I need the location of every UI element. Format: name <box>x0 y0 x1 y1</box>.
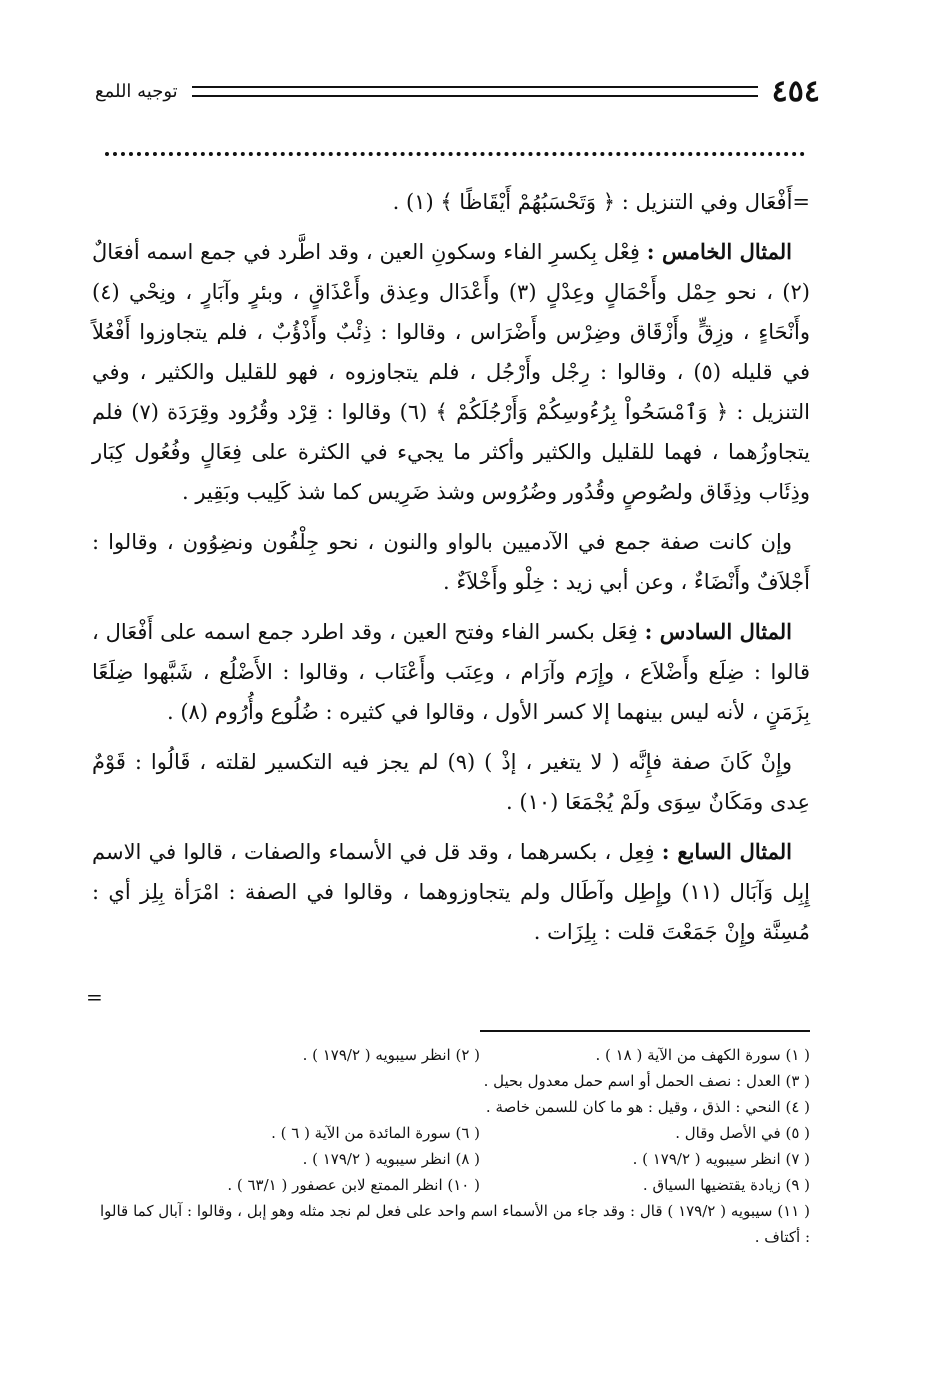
paragraph-lead: المثال السابع : <box>661 839 792 864</box>
footnote-9: ( ٩) زيادة يقتضيها السياق . <box>642 1176 810 1194</box>
footnote-4: ( ٤) النحي : الذق ، وقيل : هو ما كان للسمن خاصة . <box>485 1098 810 1116</box>
footnote-row <box>100 1146 810 1172</box>
footnote-3: ( ٣) العدل : نصف الحمل أو اسم حمل معدول بحيل . <box>483 1072 810 1090</box>
paragraph-text: فِعْل بِكسرِ الفاء وسكونِ العين ، وقد اطَّرد في جمع اسمه أفعَالٌ (٢) ، نحو حِمْل وأَحْمَالٍ وعِدْلٍ (٣) وأَعْدَال وعِذق وأَعْذَاقٍ ، وبئرٍ وآبَارٍ ، ونِحْي (٤) وأَنْحَاءٍ ، وزِقٍّ وأَزْقَاق وضِرْس وأَضْرَاس ، وقالوا : ذِئْبٌ وأَذْؤُبٌ ، فلم يتجاوزوا أَفْعُلاً في قليله (٥) ، وقالوا : رِجْل وأَرْجُل ، فلم يتجاوزوه ، فهو للقليل والكثير ، وفي التنزيل : ﴿ وَٱمْسَحُواْ بِرُءُوسِكُمْ وَأَرْجُلَكُمْ ﴾ (٦) وقالوا : قِرْد وقُرُود وقِرَدَة (٧) فلم يتجاوزُهما ، فهما للقليل والكثير وأكثر ما يجيء في الكثرة على فِعَالٍ وفُعُول كِبَار وذِئَاب وذِقَاق ولصُوصٍ وقُدُور وضُرُوس وشذ ضَرِيس كما شذ كَلِيب وبَقِير . <box>92 240 811 504</box>
footnote-7: ( ٧) انظر سيبويه ( ١٧٩/٢ ) . <box>632 1150 810 1168</box>
footnote-10: ( ١٠) انظر الممتع لابن عصفور ( ٦٣/١ ) . <box>227 1176 480 1194</box>
footnote-1: ( ١) سورة الكهف من الآية ( ١٨ ) . <box>595 1046 810 1064</box>
footnotes <box>100 1042 810 1250</box>
footnote-8: ( ٨) انظر سيبويه ( ١٧٩/٢ ) . <box>302 1150 480 1168</box>
paragraph-text: وإِنْ كَانَ صفة فإِنَّه ( لا يتغير ، إذْ ) (٩) لم يجز فيه التكسير لقلته ، قَالُوا : قَوْمٌ عِدى ومَكَانٌ سِوَى ولَمْ يُجْمَعَا (١٠) . <box>92 750 810 814</box>
footnote-row <box>100 1172 810 1198</box>
footnote-separator <box>480 1030 810 1032</box>
paragraph-lead: المثال الخامس : <box>646 239 792 264</box>
paragraph-lead: المثال السادس : <box>644 619 792 644</box>
footnote-5: ( ٥) في الأصل وقال . <box>675 1124 810 1142</box>
continuation-mark: = <box>86 985 103 1009</box>
page-header <box>95 70 820 112</box>
paragraph-example-5 <box>92 232 810 512</box>
main-text <box>92 182 810 962</box>
paragraph-text: =أَفْعَال وفي التنزيل : ﴿ وَتَحْسَبُهُمْ أَيْقَاظًا ﴾ (١) . <box>392 190 810 214</box>
running-title: توجيه اللمع <box>95 80 178 102</box>
dotted-separator <box>105 152 805 156</box>
paragraph-text: فِعِل ، بكسرهما ، وقد قل في الأسماء والصفات ، قالوا في الاسم إِبِل وَآبَال (١١) وإِطِل وآطَال ولم يتجاوزوهما ، وقالوا في الصفة : امْرَأة بِلِز أي : مُسِنَّة وإِنْ جَمَعْتَ قلت : بِلِزَات . <box>92 840 810 944</box>
paragraph-adjective-note <box>92 742 810 822</box>
paragraph-text: وإن كانت صفة جمع في الآدميين بالواو والنون ، نحو جِلْفُون ونضِوُون ، وقالوا : أَجْلاَفٌ وأَنْضَاءٌ ، وعن أبي زيد : خِلْو وأَخْلاَءٌ . <box>92 530 810 594</box>
page-number: ٤٥٤ <box>771 73 820 109</box>
paragraph-text: فِعَل بكسر الفاء وفتح العين ، وقد اطرد جمع اسمه على أَفْعَال ، قالوا : ضِلَع وأَضْلاَع ، وإِرَم وآرَام ، وعِنَب وأَعْنَاب ، وقالوا : الأَضْلُع ، شَبَّهوا ضِلَعًا بِزَمَنٍ ، لأنه ليس بينهما إلا كسر الأول ، وقالوا في كثيره : ضُلُوع وأُرُوم (٨) . <box>92 620 810 724</box>
paragraph-example-6 <box>92 612 810 732</box>
footnote-2: ( ٢) انظر سيبويه ( ١٧٩/٢ ) . <box>302 1046 480 1064</box>
footnote-6: ( ٦) سورة المائدة من الآية ( ٦ ) . <box>271 1124 480 1142</box>
footnote-11: ( ١١) سيبويه ( ١٧٩/٢ ) قال : وقد جاء من الأسماء اسم واحد على فعل لم نجد مثله وهو إبل ، وقالوا : آبال كما قالوا : أكتاف . <box>100 1202 810 1246</box>
footnote-row <box>100 1120 810 1146</box>
header-double-rule <box>192 86 758 97</box>
paragraph-continuation <box>92 182 810 222</box>
footnote-row <box>100 1042 810 1068</box>
paragraph-example-7 <box>92 832 810 952</box>
paragraph-adjective-plural <box>92 522 810 602</box>
